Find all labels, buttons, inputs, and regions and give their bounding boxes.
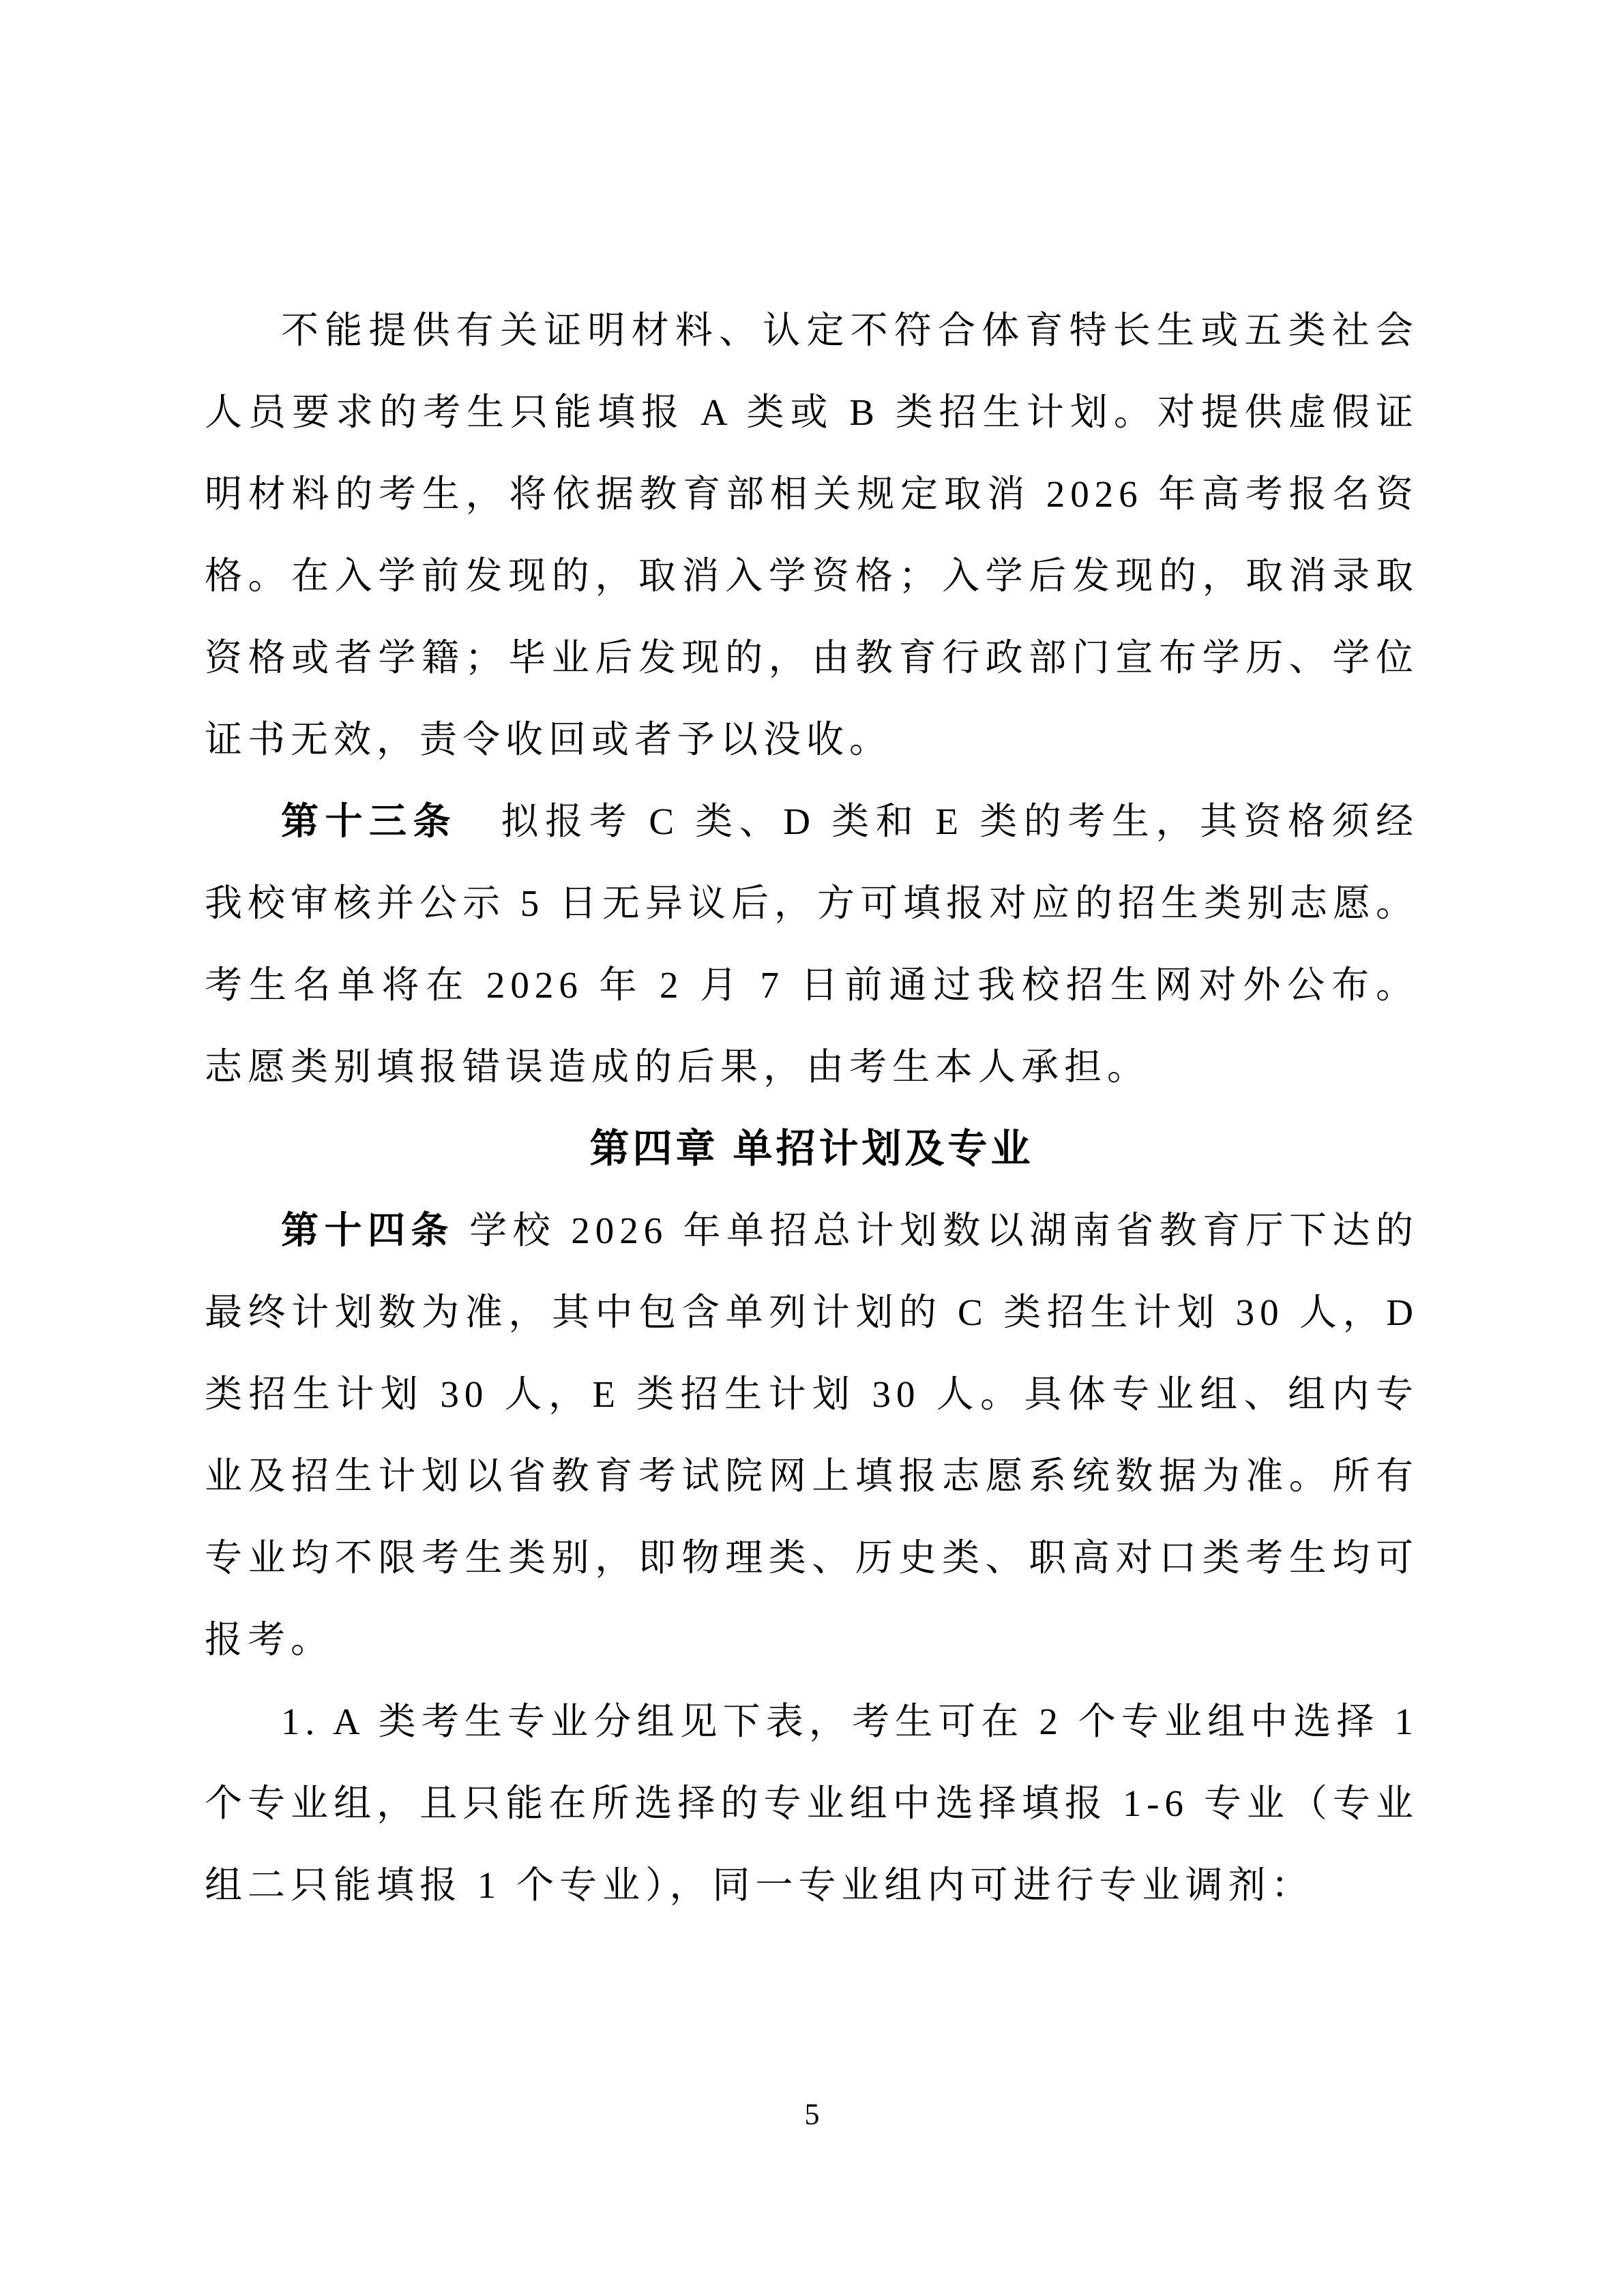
paragraph-certification-rules: 不能提供有关证明材料、认定不符合体育特长生或五类社会人员要求的考生只能填报 A 类或 B 类招生计划。对提供虚假证明材料的考生，将依据教育部相关规定取消 2026 年高考报名资格。在入学前发现的，取消入学资格；入学后发现的，取消录取资格或者学籍；毕业后发现的，由教育行政部门宣布学历、学位证书无效，责令收回或者予以没收。	[205, 310, 1419, 760]
article-14-label: 第十四条	[281, 1210, 454, 1251]
article-13-label: 第十三条	[281, 801, 458, 842]
page-footer	[0, 2098, 1624, 2132]
document-body	[205, 290, 1419, 1926]
paragraph-item-1-a-class-groups: 1. A 类考生专业分组见下表，考生可在 2 个专业组中选择 1 个专业组，且只能在所选择的专业组中选择填报 1-6 专业（专业组二只能填报 1 个专业），同一专业组内可进行专业调剂：	[205, 1701, 1419, 1906]
paragraph-article-13	[205, 781, 1419, 1108]
article-13-text: 拟报考 C 类、D 类和 E 类的考生，其资格须经我校审核并公示 5 日无异议后，方可填报对应的招生类别志愿。考生名单将在 2026 年 2 月 7 日前通过我校招生网对外公布。志愿类别填报错误造成的后果，由考生本人承担。	[205, 801, 1419, 1088]
paragraph-article-14	[205, 1190, 1419, 1681]
page-number: 5	[804, 2098, 820, 2131]
article-14-text: 学校 2026 年单招总计划数以湖南省教育厅下达的最终计划数为准，其中包含单列计划的 C 类招生计划 30 人，D 类招生计划 30 人，E 类招生计划 30 人。具体专业组、组内专业及招生计划以省教育考试院网上填报志愿系统数据为准。所有专业均不限考生类别，即物理类、历史类、职高对口类考生均可报考。	[205, 1210, 1419, 1660]
chapter-4-heading: 第四章 单招计划及专业	[589, 1127, 1034, 1171]
